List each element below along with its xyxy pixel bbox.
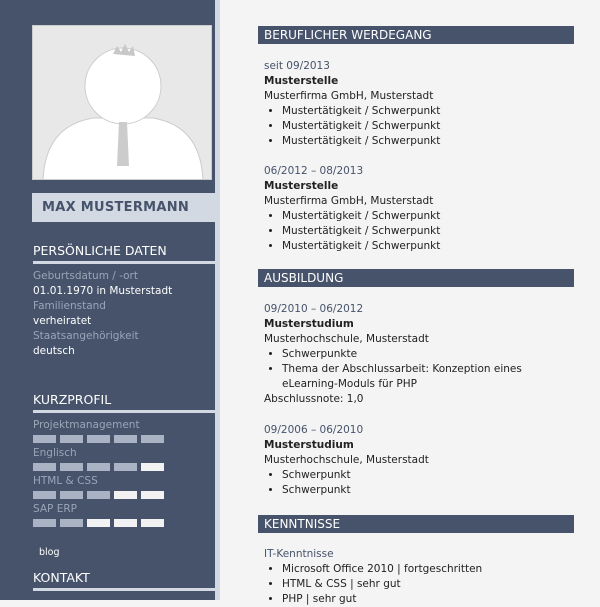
- entry-bullet: • Mustertätigkeit / Schwerpunkt: [282, 224, 574, 239]
- entry-note: Abschlussnote: 1,0: [264, 393, 364, 405]
- field-label: Familienstand: [33, 300, 106, 312]
- person-name: MAX MUSTERMANN: [32, 193, 215, 222]
- sidebar-divider: [215, 0, 220, 600]
- skill-block-empty: [141, 519, 164, 527]
- section-title-personal: PERSÖNLICHE DATEN: [33, 243, 215, 264]
- skill-name: Projektmanagement: [33, 419, 140, 431]
- cv-entry: [264, 302, 574, 407]
- skill-block-empty: [114, 491, 137, 499]
- entry-bullet: • Thema der Abschlussarbeit: Konzeption eines eLearning-Moduls für PHP: [282, 362, 574, 392]
- skill-level-bar: [33, 491, 215, 499]
- field-label: Staatsangehörigkeit: [33, 330, 139, 342]
- field-label: Geburtsdatum / -ort: [33, 270, 138, 282]
- section-title-education: AUSBILDUNG: [258, 269, 574, 287]
- personal-data: [33, 269, 215, 359]
- skill-block-filled: [33, 519, 56, 527]
- skill-name: Englisch: [33, 447, 77, 459]
- skill-block-empty: [87, 519, 110, 527]
- entry-date: 09/2010 – 06/2012: [264, 303, 364, 315]
- skills-entry: [264, 547, 574, 607]
- skill-block-filled: [87, 463, 110, 471]
- entry-institution: Musterfirma GmbH, Musterstadt: [264, 90, 434, 102]
- skill-name: SAP ERP: [33, 503, 77, 515]
- skill-level-bar: [33, 435, 215, 443]
- skill-block-filled: [33, 435, 56, 443]
- skill-group: IT-Kenntnisse: [264, 548, 334, 560]
- cv-entry: [264, 423, 574, 498]
- entry-institution: Musterfirma GmbH, Musterstadt: [264, 195, 434, 207]
- skill-block-filled: [60, 491, 83, 499]
- entry-position: Musterstudium: [264, 439, 354, 451]
- skill-block-filled: [141, 435, 164, 443]
- profile-photo-placeholder: [32, 25, 212, 180]
- field-value: 01.01.1970 in Musterstadt: [33, 285, 173, 297]
- entry-institution: Musterhochschule, Musterstadt: [264, 333, 429, 345]
- sidebar: [0, 0, 215, 600]
- skill-block-empty: [141, 491, 164, 499]
- skill-item: • PHP | sehr gut: [282, 592, 574, 607]
- skill-block-empty: [114, 519, 137, 527]
- entry-position: Musterstelle: [264, 180, 339, 192]
- section-title-skills: KENNTNISSE: [258, 515, 574, 533]
- skill-block-filled: [33, 491, 56, 499]
- section-title-contact: KONTAKT: [33, 570, 215, 591]
- entry-position: Musterstelle: [264, 75, 339, 87]
- skill-block-filled: [87, 435, 110, 443]
- skill-level-bar: [33, 463, 215, 471]
- entry-bullet: • Mustertätigkeit / Schwerpunkt: [282, 239, 574, 254]
- skill-item: • HTML & CSS | sehr gut: [282, 577, 574, 592]
- entry-bullet: • Mustertätigkeit / Schwerpunkt: [282, 104, 574, 119]
- entry-bullet: • Mustertätigkeit / Schwerpunkt: [282, 134, 574, 149]
- skill-list: [33, 418, 215, 530]
- entry-bullet: • Schwerpunkte: [282, 347, 574, 362]
- field-value: verheiratet: [33, 315, 92, 327]
- skill-block-filled: [87, 491, 110, 499]
- entry-position: Musterstudium: [264, 318, 354, 330]
- entry-bullet: • Mustertätigkeit / Schwerpunkt: [282, 209, 574, 224]
- skill-block-filled: [60, 435, 83, 443]
- skill-block-filled: [60, 519, 83, 527]
- skill-name: HTML & CSS: [33, 475, 98, 487]
- blog-logo: blog: [39, 547, 60, 558]
- cv-entry: [264, 59, 574, 149]
- cv-entry: [264, 164, 574, 254]
- entry-bullet: • Schwerpunkt: [282, 468, 574, 483]
- entry-date: seit 09/2013: [264, 60, 330, 72]
- field-value: deutsch: [33, 345, 75, 357]
- skill-block-filled: [33, 463, 56, 471]
- section-title-profile: KURZPROFIL: [33, 392, 215, 413]
- entry-institution: Musterhochschule, Musterstadt: [264, 454, 429, 466]
- skill-item: • Microsoft Office 2010 | fortgeschritten: [282, 562, 574, 577]
- entry-date: 09/2006 – 06/2010: [264, 424, 364, 436]
- entry-date: 06/2012 – 08/2013: [264, 165, 364, 177]
- entry-bullet: • Mustertätigkeit / Schwerpunkt: [282, 119, 574, 134]
- skill-block-empty: [141, 463, 164, 471]
- skill-block-filled: [114, 435, 137, 443]
- section-title-career: BERUFLICHER WERDEGANG: [258, 26, 574, 44]
- entry-bullet: • Schwerpunkt: [282, 483, 574, 498]
- skill-block-filled: [60, 463, 83, 471]
- skill-block-filled: [114, 463, 137, 471]
- skill-level-bar: [33, 519, 215, 527]
- avatar-icon: [33, 26, 212, 180]
